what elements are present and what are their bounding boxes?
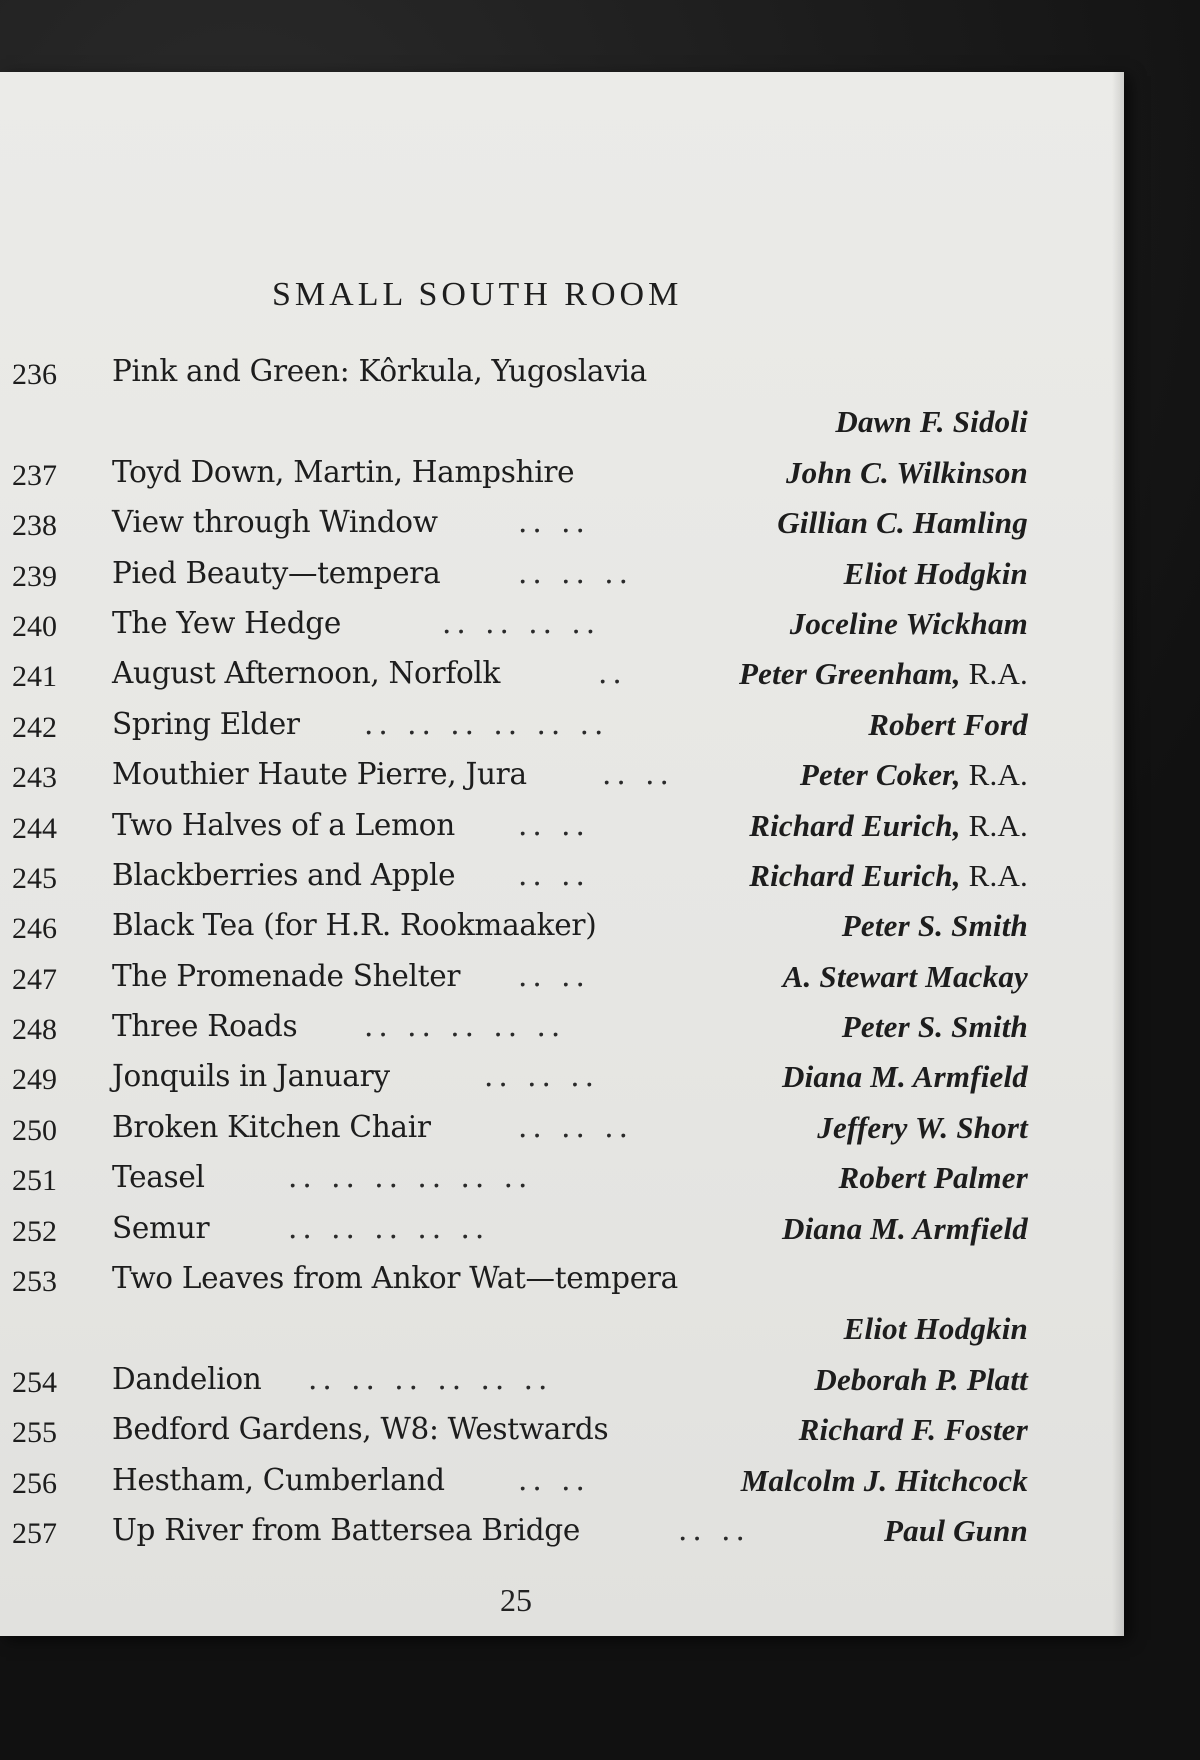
artist-name bbox=[868, 707, 1028, 743]
academician-suffix: R.A. bbox=[968, 656, 1028, 692]
artist-name-text: Diana M. Armfield bbox=[782, 1059, 1028, 1095]
entry-title: Teasel bbox=[112, 1160, 205, 1195]
room-heading: SMALL SOUTH ROOM bbox=[272, 276, 683, 313]
entry-number: 238 bbox=[12, 509, 57, 543]
entry-row bbox=[12, 858, 1028, 908]
dot-leaders: .. .. bbox=[518, 1462, 590, 1497]
artist-name bbox=[799, 1412, 1028, 1448]
entry-row bbox=[12, 404, 1028, 454]
artist-name bbox=[835, 404, 1028, 440]
entry-number: 236 bbox=[12, 358, 57, 391]
dot-leaders: .. .. .. .. .. bbox=[288, 1210, 490, 1245]
entry-number: 255 bbox=[12, 1416, 57, 1450]
entry-title: The Promenade Shelter bbox=[112, 958, 461, 993]
dot-leaders: .. .. .. .. .. .. bbox=[364, 706, 609, 741]
entry-number: 256 bbox=[12, 1466, 57, 1500]
entry-title: The Yew Hedge bbox=[112, 605, 342, 640]
entry-row bbox=[12, 1059, 1028, 1109]
artist-name-text: Paul Gunn bbox=[884, 1512, 1028, 1548]
entry-number: 245 bbox=[12, 861, 57, 895]
artist-name bbox=[782, 1211, 1028, 1247]
entry-number: 253 bbox=[12, 1265, 57, 1299]
artist-name-text: Richard Eurich, bbox=[749, 807, 961, 843]
artist-name-text: John C. Wilkinson bbox=[785, 454, 1028, 490]
entry-title: Pied Beauty—tempera bbox=[112, 555, 441, 590]
dot-leaders: .. .. .. bbox=[484, 1059, 600, 1094]
entry-row bbox=[12, 1110, 1028, 1160]
entry-row bbox=[12, 556, 1028, 606]
artist-name-text: Peter Coker, bbox=[799, 757, 961, 793]
entry-title: Hestham, Cumberland bbox=[112, 1462, 445, 1497]
artist-name-text: Robert Palmer bbox=[838, 1160, 1028, 1196]
academician-suffix: R.A. bbox=[968, 807, 1028, 843]
artist-name bbox=[782, 1059, 1028, 1095]
artist-name bbox=[842, 1009, 1028, 1045]
artist-name bbox=[741, 1463, 1028, 1499]
artist-name-text: Gillian C. Hamling bbox=[777, 505, 1028, 541]
dot-leaders: .. .. .. .. .. bbox=[364, 1009, 566, 1044]
entry-number: 237 bbox=[12, 458, 57, 492]
artist-name-text: Peter S. Smith bbox=[841, 1009, 1028, 1045]
artist-name bbox=[800, 757, 1028, 793]
dot-leaders: .. .. .. .. bbox=[442, 605, 601, 640]
entry-number: 251 bbox=[12, 1164, 57, 1198]
entry-row bbox=[12, 908, 1028, 958]
artist-name-text: Eliot Hodgkin bbox=[843, 555, 1028, 591]
entry-title: Up River from Battersea Bridge bbox=[112, 1512, 581, 1547]
entry-title: Jonquils in January bbox=[112, 1059, 390, 1094]
artist-name-text: Eliot Hodgkin bbox=[843, 1311, 1028, 1347]
artist-name bbox=[842, 908, 1028, 944]
entry-number: 246 bbox=[12, 912, 57, 946]
artist-name-text: A. Stewart Mackay bbox=[782, 958, 1028, 994]
artist-name bbox=[786, 455, 1028, 491]
artist-name-text: Peter Greenham, bbox=[738, 656, 961, 692]
entry-number: 239 bbox=[12, 559, 57, 593]
artist-name-text: Robert Ford bbox=[868, 706, 1028, 742]
dot-leaders: .. bbox=[598, 656, 627, 691]
artist-name bbox=[817, 1110, 1028, 1146]
entry-title: Toyd Down, Martin, Hampshire bbox=[112, 454, 575, 489]
entry-number: 242 bbox=[12, 710, 57, 744]
page-number: 25 bbox=[500, 1582, 532, 1618]
entry-title: Black Tea (for H.R. Rookmaaker) bbox=[112, 908, 597, 943]
entry-number: 241 bbox=[12, 660, 57, 694]
artist-name bbox=[790, 606, 1028, 642]
artist-name bbox=[884, 1513, 1028, 1549]
entry-row bbox=[12, 808, 1028, 858]
academician-suffix: R.A. bbox=[968, 757, 1028, 793]
entry-title: Semur bbox=[112, 1210, 210, 1245]
dot-leaders: .. .. .. bbox=[518, 1109, 634, 1144]
entry-number: 250 bbox=[12, 1113, 57, 1147]
entry-number: 252 bbox=[12, 1214, 57, 1248]
artist-name-text: Dawn F. Sidoli bbox=[835, 404, 1028, 440]
entry-row bbox=[12, 1009, 1028, 1059]
entry-number: 244 bbox=[12, 811, 57, 845]
artist-name-text: Joceline Wickham bbox=[789, 605, 1028, 641]
artist-name bbox=[749, 858, 1028, 894]
artist-name bbox=[777, 505, 1028, 541]
entry-number: 247 bbox=[12, 962, 57, 996]
entry-title: Pink and Green: Kôrkula, Yugoslavia bbox=[112, 354, 647, 388]
dot-leaders: .. .. bbox=[518, 505, 590, 540]
artist-name bbox=[839, 1160, 1028, 1196]
entry-row bbox=[12, 757, 1028, 807]
dot-leaders: .. .. bbox=[678, 1512, 750, 1547]
entry-number: 254 bbox=[12, 1365, 57, 1399]
entry-number: 243 bbox=[12, 761, 57, 795]
dot-leaders: .. .. bbox=[602, 757, 674, 792]
entry-row bbox=[12, 505, 1028, 555]
entry-row bbox=[12, 656, 1028, 706]
entry-number: 257 bbox=[12, 1516, 57, 1550]
entry-row bbox=[12, 1412, 1028, 1462]
dot-leaders: .. .. .. .. .. .. bbox=[288, 1160, 533, 1195]
artist-name bbox=[844, 1311, 1028, 1347]
entry-row bbox=[12, 606, 1028, 656]
entry-row bbox=[12, 1513, 1028, 1563]
dot-leaders: .. .. .. bbox=[518, 555, 634, 590]
entry-title: View through Window bbox=[112, 505, 438, 540]
entry-title: Broken Kitchen Chair bbox=[112, 1109, 431, 1144]
artist-name-text: Malcolm J. Hitchcock bbox=[740, 1462, 1028, 1498]
entry-row bbox=[12, 1211, 1028, 1261]
artist-name-text: Diana M. Armfield bbox=[782, 1210, 1028, 1246]
artist-name-text: Peter S. Smith bbox=[841, 908, 1028, 944]
entry-row bbox=[12, 959, 1028, 1009]
artist-name-text: Richard Eurich, bbox=[749, 857, 961, 893]
entry-list bbox=[12, 354, 1028, 1563]
entry-number: 240 bbox=[12, 609, 57, 643]
entry-row bbox=[12, 1160, 1028, 1210]
artist-name-text: Richard F. Foster bbox=[798, 1412, 1028, 1448]
entry-title: Three Roads bbox=[112, 1009, 298, 1044]
entry-title: August Afternoon, Norfolk bbox=[112, 656, 501, 691]
artist-name-text: Jeffery W. Short bbox=[817, 1109, 1028, 1145]
artist-name bbox=[783, 959, 1028, 995]
dot-leaders: .. .. bbox=[518, 807, 590, 842]
artist-name bbox=[749, 808, 1028, 844]
artist-name bbox=[814, 1362, 1028, 1398]
entry-row bbox=[12, 354, 1028, 404]
entry-row bbox=[12, 707, 1028, 757]
dot-leaders: .. .. bbox=[518, 958, 590, 993]
entry-title: Mouthier Haute Pierre, Jura bbox=[112, 757, 527, 792]
artist-name-text: Deborah P. Platt bbox=[814, 1361, 1028, 1397]
academician-suffix: R.A. bbox=[968, 857, 1028, 893]
entry-title: Dandelion bbox=[112, 1361, 262, 1396]
artist-name bbox=[844, 556, 1028, 592]
entry-row bbox=[12, 455, 1028, 505]
entry-title: Blackberries and Apple bbox=[112, 857, 456, 892]
entry-title: Spring Elder bbox=[112, 706, 300, 741]
entry-row bbox=[12, 1463, 1028, 1513]
entry-title: Two Leaves from Ankor Wat—tempera bbox=[112, 1261, 678, 1296]
entry-title: Two Halves of a Lemon bbox=[112, 807, 455, 842]
artist-name bbox=[739, 656, 1028, 692]
entry-title: Bedford Gardens, W8: Westwards bbox=[112, 1412, 609, 1447]
dot-leaders: .. .. bbox=[518, 857, 590, 892]
entry-row bbox=[12, 1311, 1028, 1361]
entry-number: 249 bbox=[12, 1063, 57, 1097]
entry-number: 248 bbox=[12, 1013, 57, 1047]
catalogue-page bbox=[0, 72, 1124, 1636]
entry-row bbox=[12, 1261, 1028, 1311]
dot-leaders: .. .. .. .. .. .. bbox=[308, 1361, 553, 1396]
entry-row bbox=[12, 1362, 1028, 1412]
